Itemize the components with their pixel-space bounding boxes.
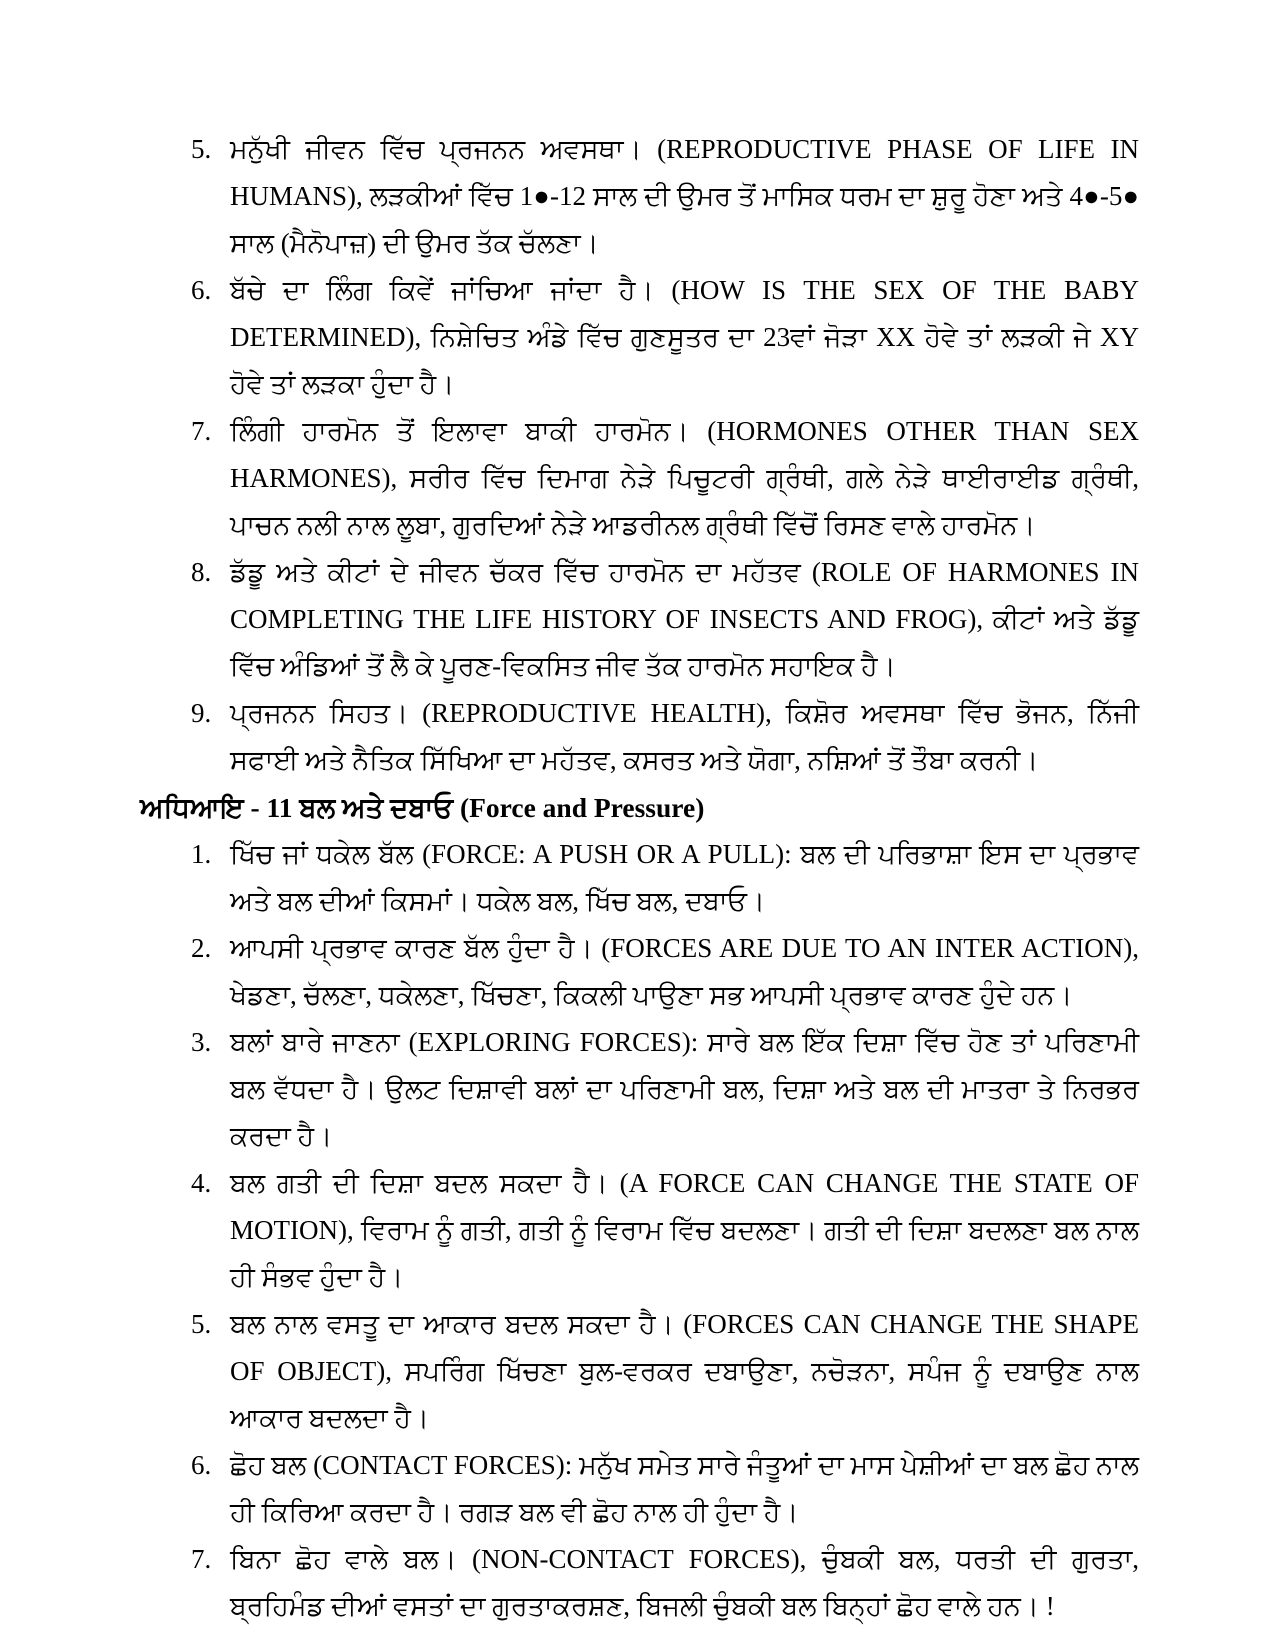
list-item	[140, 408, 1139, 549]
list-item	[140, 549, 1139, 690]
list-item-text: ਪ੍ਰਜਨਨ ਸਿਹਤ। (REPRODUCTIVE HEALTH), ਕਿਸ਼ੋਰ ਅਵਸਥਾ ਵਿੱਚ ਭੋਜਨ, ਨਿੱਜੀ ਸਫਾਈ ਅਤੇ ਨੈਤਿਕ ਸਿੱਖਿਆ ਦਾ ਮਹੱਤਵ, ਕਸਰਤ ਅਤੇ ਯੋਗਾ, ਨਸ਼ਿਆਂ ਤੋਂ ਤੌਬਾ ਕਰਨੀ।	[230, 698, 1139, 775]
list-item	[140, 267, 1139, 408]
list-item	[140, 1160, 1139, 1301]
list-item-number: 1.	[191, 839, 212, 869]
force-pressure-topics-list	[140, 831, 1139, 1630]
list-item-text: ਖਿੱਚ ਜਾਂ ਧਕੇਲ ਬੱਲ (FORCE: A PUSH OR A PULL): ਬਲ ਦੀ ਪਰਿਭਾਸ਼ਾ ਇਸ ਦਾ ਪ੍ਰਭਾਵ ਅਤੇ ਬਲ ਦੀਆਂ ਕਿਸਮਾਂ। ਧਕੇਲ ਬਲ, ਖਿੱਚ ਬਲ, ਦਬਾਓ।	[230, 839, 1139, 916]
list-item-text: ਬਿਨਾ ਛੋਹ ਵਾਲੇ ਬਲ। (NON-CONTACT FORCES), ਚੁੰਬਕੀ ਬਲ, ਧਰਤੀ ਦੀ ਗੁਰਤਾ, ਬ੍ਰਹਿਮੰਡ ਦੀਆਂ ਵਸਤਾਂ ਦਾ ਗੁਰਤਾਕਰਸ਼ਣ, ਬਿਜਲੀ ਚੁੰਬਕੀ ਬਲ ਬਿਨ੍ਹਾਂ ਛੋਹ ਵਾਲੇ ਹਨ। !	[230, 1544, 1139, 1621]
list-item	[140, 690, 1139, 784]
list-item	[140, 126, 1139, 267]
chapter-heading: ਅਧਿਆਇ - 11 ਬਲ ਅਤੇ ਦਬਾਓ (Force and Pressure)	[140, 792, 705, 823]
list-item-number: 4.	[191, 1168, 212, 1198]
list-item-number: 2.	[191, 933, 212, 963]
list-item	[140, 925, 1139, 1019]
list-item	[140, 1301, 1139, 1442]
list-item-number: 5.	[191, 1309, 212, 1339]
list-item-number: 6.	[191, 1450, 212, 1480]
list-item-text: ਬਲ ਨਾਲ ਵਸਤੂ ਦਾ ਆਕਾਰ ਬਦਲ ਸਕਦਾ ਹੈ। (FORCES CAN CHANGE THE SHAPE OF OBJECT), ਸਪਰਿੰਗ ਖਿੱਚਣਾ ਬੁਲ-ਵਰਕਰ ਦਬਾਉਣਾ, ਨਚੋੜਨਾ, ਸਪੰਜ ਨੂੰ ਦਬਾਉਣ ਨਾਲ ਆਕਾਰ ਬਦਲਦਾ ਹੈ।	[230, 1309, 1139, 1433]
list-item	[140, 1442, 1139, 1536]
list-item-number: 6.	[191, 275, 212, 305]
list-item-number: 5.	[191, 134, 212, 164]
list-item-number: 7.	[191, 1544, 212, 1574]
list-item-number: 3.	[191, 1027, 212, 1057]
list-item-number: 8.	[191, 557, 212, 587]
list-item-text: ਲਿੰਗੀ ਹਾਰਮੋਨ ਤੋਂ ਇਲਾਵਾ ਬਾਕੀ ਹਾਰਮੋਨ। (HORMONES OTHER THAN SEX HARMONES), ਸਰੀਰ ਵਿੱਚ ਦਿਮਾਗ ਨੇੜੇ ਪਿਚੂਟਰੀ ਗ੍ਰੰਥੀ, ਗਲੇ ਨੇੜੇ ਥਾਈਰਾਈਡ ਗ੍ਰੰਥੀ, ਪਾਚਨ ਨਲੀ ਨਾਲ ਲੂਬਾ, ਗੁਰਦਿਆਂ ਨੇੜੇ ਆਡਰੀਨਲ ਗ੍ਰੰਥੀ ਵਿੱਚੋਂ ਰਿਸਣ ਵਾਲੇ ਹਾਰਮੋਨ।	[230, 416, 1139, 540]
list-item-text: ਡੱਡੂ ਅਤੇ ਕੀਟਾਂ ਦੇ ਜੀਵਨ ਚੱਕਰ ਵਿੱਚ ਹਾਰਮੋਨ ਦਾ ਮਹੱਤਵ (ROLE OF HARMONES IN COMPLETING THE LIFE HISTORY OF INSECTS AND FROG), ਕੀਟਾਂ ਅਤੇ ਡੱਡੂ ਵਿੱਚ ਅੰਡਿਆਂ ਤੋਂ ਲੈ ਕੇ ਪੂਰਣ-ਵਿਕਸਿਤ ਜੀਵ ਤੱਕ ਹਾਰਮੋਨ ਸਹਾਇਕ ਹੈ।	[230, 557, 1139, 681]
list-item-text: ਬਲ ਗਤੀ ਦੀ ਦਿਸ਼ਾ ਬਦਲ ਸਕਦਾ ਹੈ। (A FORCE CAN CHANGE THE STATE OF MOTION), ਵਿਰਾਮ ਨੂੰ ਗਤੀ, ਗਤੀ ਨੂੰ ਵਿਰਾਮ ਵਿੱਚ ਬਦਲਣਾ। ਗਤੀ ਦੀ ਦਿਸ਼ਾ ਬਦਲਣਾ ਬਲ ਨਾਲ ਹੀ ਸੰਭਵ ਹੁੰਦਾ ਹੈ।	[230, 1168, 1139, 1292]
reproduction-topics-list	[140, 126, 1139, 784]
list-item-text: ਬਲਾਂ ਬਾਰੇ ਜਾਣਨਾ (EXPLORING FORCES): ਸਾਰੇ ਬਲ ਇੱਕ ਦਿਸ਼ਾ ਵਿੱਚ ਹੋਣ ਤਾਂ ਪਰਿਣਾਮੀ ਬਲ ਵੱਧਦਾ ਹੈ। ਉਲਟ ਦਿਸ਼ਾਵੀ ਬਲਾਂ ਦਾ ਪਰਿਣਾਮੀ ਬਲ, ਦਿਸ਼ਾ ਅਤੇ ਬਲ ਦੀ ਮਾਤਰਾ ਤੇ ਨਿਰਭਰ ਕਰਦਾ ਹੈ।	[230, 1027, 1139, 1151]
list-item-number: 9.	[191, 698, 212, 728]
list-item	[140, 831, 1139, 925]
list-item-text: ਆਪਸੀ ਪ੍ਰਭਾਵ ਕਾਰਣ ਬੱਲ ਹੁੰਦਾ ਹੈ। (FORCES ARE DUE TO AN INTER ACTION), ਖੇਡਣਾ, ਚੱਲਣਾ, ਧਕੇਲਣਾ, ਖਿੱਚਣਾ, ਕਿਕਲੀ ਪਾਉਣਾ ਸਭ ਆਪਸੀ ਪ੍ਰਭਾਵ ਕਾਰਣ ਹੁੰਦੇ ਹਨ।	[230, 933, 1139, 1010]
list-item-number: 7.	[191, 416, 212, 446]
list-item-text: ਛੋਹ ਬਲ (CONTACT FORCES): ਮਨੁੱਖ ਸਮੇਤ ਸਾਰੇ ਜੰਤੂਆਂ ਦਾ ਮਾਸ ਪੇਸ਼ੀਆਂ ਦਾ ਬਲ ਛੋਹ ਨਾਲ ਹੀ ਕਿਰਿਆ ਕਰਦਾ ਹੈ। ਰਗੜ ਬਲ ਵੀ ਛੋਹ ਨਾਲ ਹੀ ਹੁੰਦਾ ਹੈ।	[230, 1450, 1139, 1527]
list-item	[140, 1536, 1139, 1630]
list-item-text: ਬੱਚੇ ਦਾ ਲਿੰਗ ਕਿਵੇਂ ਜਾਂਚਿਆ ਜਾਂਦਾ ਹੈ। (HOW IS THE SEX OF THE BABY DETERMINED), ਨਿਸ਼ੇਚਿਤ ਅੰਡੇ ਵਿੱਚ ਗੁਣਸੂਤਰ ਦਾ 23ਵਾਂ ਜੋੜਾ XX ਹੋਵੇ ਤਾਂ ਲੜਕੀ ਜੇ XY ਹੋਵੇ ਤਾਂ ਲੜਕਾ ਹੁੰਦਾ ਹੈ।	[230, 275, 1139, 399]
list-item	[140, 1019, 1139, 1160]
list-item-text: ਮਨੁੱਖੀ ਜੀਵਨ ਵਿੱਚ ਪ੍ਰਜਨਨ ਅਵਸਥਾ। (REPRODUCTIVE PHASE OF LIFE IN HUMANS), ਲੜਕੀਆਂ ਵਿੱਚ 1●-12 ਸਾਲ ਦੀ ਉਮਰ ਤੋਂ ਮਾਸਿਕ ਧਰਮ ਦਾ ਸ਼ੁਰੂ ਹੋਣਾ ਅਤੇ 4●-5● ਸਾਲ (ਮੈਨੋਪਾਜ਼) ਦੀ ਉਮਰ ਤੱਕ ਚੱਲਣਾ।	[230, 134, 1139, 258]
